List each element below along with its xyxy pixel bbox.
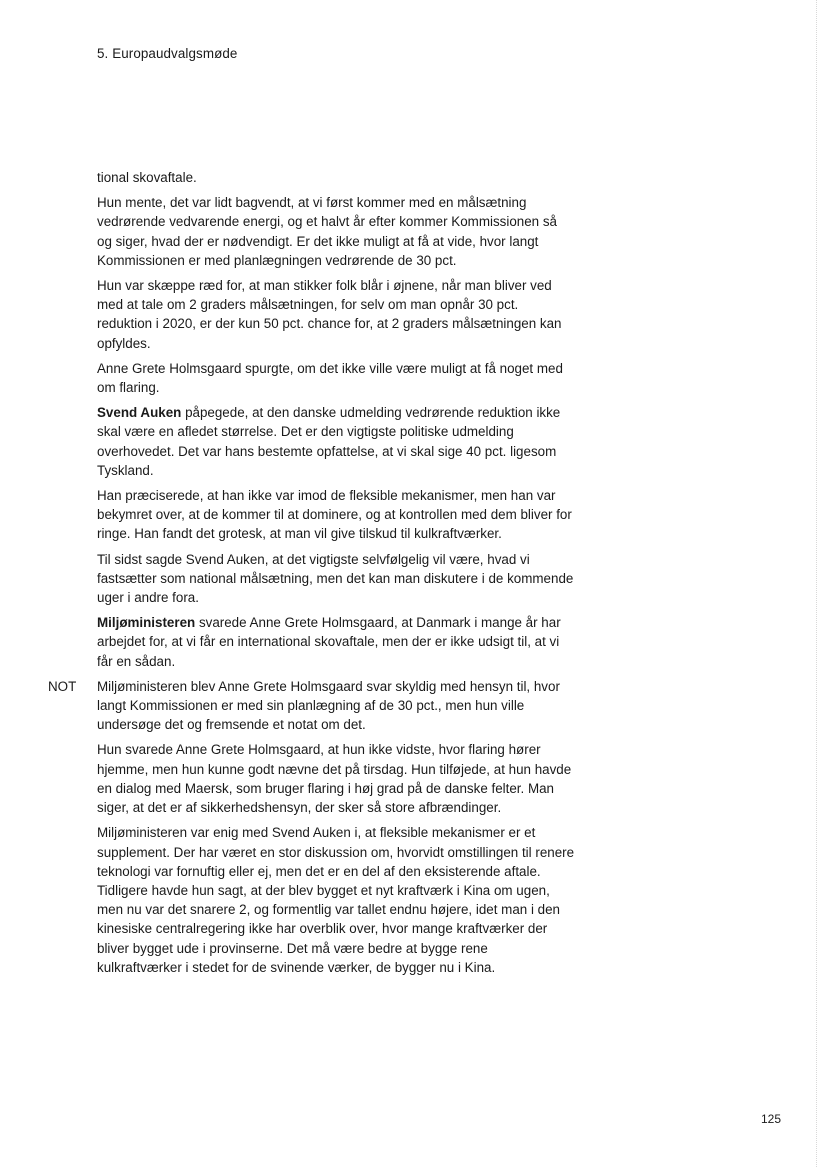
- paragraph-text: Miljøministeren blev Anne Grete Holmsgaard svar skyldig med hensyn til, hvor langt Kommissionen er med sin planlægning af de 30 pct., men hun ville undersøge det og fremsende et notat om det.: [97, 678, 560, 733]
- paragraph: [97, 613, 575, 671]
- paragraph: [97, 740, 575, 817]
- paragraph: [97, 359, 575, 397]
- paragraph-text: Hun var skæppe ræd for, at man stikker folk blår i øjnene, når man bliver ved med at tale om 2 graders målsætningen, for selv om man opnår 30 pct. reduktion i 2020, er der kun 50 pct. chance for, at 2 graders målsætningen kan opfyldes.: [97, 278, 562, 351]
- paragraph: [97, 193, 575, 270]
- paragraph-text: tional skovaftale.: [97, 170, 197, 185]
- paragraph: [97, 550, 575, 608]
- paragraph-text: Til sidst sagde Svend Auken, at det vigtigste selvfølgelig vil være, hvad vi fastsætter som national målsætning, men det kan man diskutere i de kommende uger i andre fora.: [97, 551, 574, 606]
- paragraph-text: svarede Anne Grete Holmsgaard, at Danmark i mange år har arbejdet for, at vi får en international skovaftale, men der er ikke udsigt til, at vi får en sådan.: [97, 615, 561, 669]
- paragraph: [97, 168, 575, 187]
- body-text: [48, 168, 575, 983]
- paragraph-text: Anne Grete Holmsgaard spurgte, om det ikke ville være muligt at få noget med om flaring.: [97, 360, 563, 396]
- paragraph-text: Han præciserede, at han ikke var imod de fleksible mekanismer, men han var bekymret over, at de kommer til at dominere, og at kontrollen med dem bliver for ringe. Han fandt det grotesk, at man vil give tilskud til kulkraftværker.: [97, 488, 572, 542]
- scan-edge: [816, 0, 825, 1167]
- page-number: 125: [761, 1112, 782, 1126]
- paragraph-text: påpegede, at den danske udmelding vedrørende reduktion ikke skal være en afledet størrelse. Det er den vigtigste politiske udmelding overhovedet. Det var hans bestemte opfattelse, at vi skal sige 40 pct. ligesom Tyskland.: [97, 405, 561, 478]
- margin-note: NOT: [48, 678, 77, 694]
- paragraph: [97, 823, 575, 977]
- page-header: 5. Europaudvalgsmøde: [97, 46, 238, 61]
- paragraph: [97, 403, 575, 480]
- paragraph-text: Hun mente, det var lidt bagvendt, at vi først kommer med en målsætning vedrørende vedvarende energi, og et halvt år efter kommer Kommissionen så og siger, hvad der er nødvendigt. Er det ikke muligt at få at vide, hvor langt Kommissionen er med planlægningen vedrørende de 30 pct.: [97, 195, 557, 268]
- paragraph: [48, 677, 575, 735]
- paragraph-text: Hun svarede Anne Grete Holmsgaard, at hun ikke vidste, hvor flaring hører hjemme, men hun kunne godt nævne det på tirsdag. Hun tilføjede, at hun havde en dialog med Maersk, som bruger flaring i høj grad på de danske felter. Man siger, at det er af sikkerhedshensyn, der sker så store afbrændinger.: [97, 742, 572, 816]
- speaker-name: Miljøministeren: [97, 615, 196, 631]
- paragraph-text: Miljøministeren var enig med Svend Auken i, at fleksible mekanismer er et supplement. Der har været en stor diskussion om, hvorvidt omstillingen til renere teknologi var fornuftig eller ej, men det er en del af den eksisterende aftale. Tidligere havde hun sagt, at der blev bygget et nyt kraftværk i Kina om ugen, men nu var det snarere 2, og formentlig var tallet endnu højere, idet man i den kinesiske centralregering ikke har overblik over, hvor mange kraftværker der bliver bygget ude i provinserne. Det må være bedre at bygge rene kulkraftværker i stedet for de svinende værker, de bygger nu i Kina.: [97, 825, 575, 975]
- paragraph: [97, 486, 575, 544]
- paragraph: [97, 276, 575, 353]
- speaker-name: Svend Auken: [97, 405, 182, 421]
